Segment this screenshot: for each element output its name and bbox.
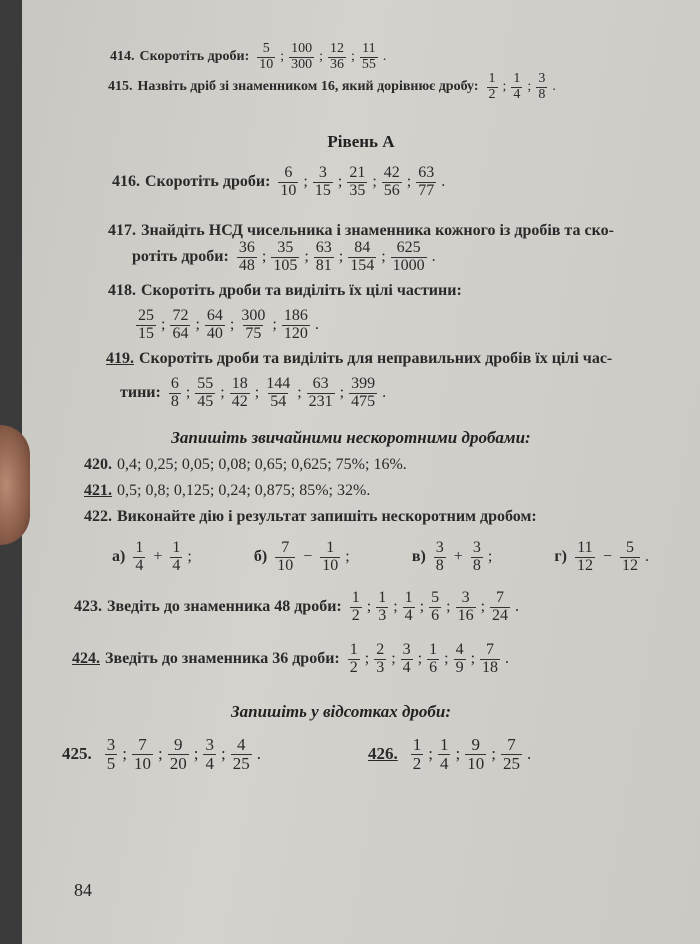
denominator: 3 <box>378 606 387 624</box>
numerator: 7 <box>281 539 290 556</box>
fraction <box>239 308 267 343</box>
section-heading-425: Запишіть у відсотках дроби: <box>230 702 452 721</box>
fraction <box>360 42 378 72</box>
numerator: 63 <box>312 375 329 392</box>
numerator: 186 <box>283 307 308 324</box>
fraction-list <box>348 590 522 625</box>
numerator: 9 <box>471 735 480 754</box>
fraction <box>170 308 190 343</box>
separator: ; <box>185 384 191 402</box>
fraction <box>257 42 275 72</box>
fraction <box>282 308 310 343</box>
separator: ; <box>319 49 324 65</box>
fraction <box>313 165 333 200</box>
fraction <box>411 736 424 773</box>
separator: . <box>382 49 387 65</box>
numerator: 25 <box>138 307 154 324</box>
exercise-421: 421. 0,5; 0,8; 0,125; 0,24; 0,875; 85%; 32%. <box>84 482 371 499</box>
numerator: 1 <box>412 735 422 754</box>
separator: ; <box>351 49 355 65</box>
fraction-list <box>235 240 439 275</box>
fraction <box>429 590 441 625</box>
fraction <box>264 376 292 411</box>
separator: . <box>431 248 436 266</box>
expression-1 <box>112 540 195 575</box>
denominator: 8 <box>538 86 546 102</box>
fraction <box>132 736 153 773</box>
denominator: 8 <box>170 392 179 410</box>
denominator: 4 <box>135 556 144 574</box>
fraction <box>278 165 298 200</box>
fraction <box>348 240 376 275</box>
numerator: 35 <box>277 239 294 256</box>
separator: . <box>505 650 510 668</box>
separator: . <box>314 316 319 334</box>
separator: ; <box>406 173 412 191</box>
separator: ; <box>470 650 476 668</box>
textbook-page <box>22 0 700 944</box>
fraction <box>203 736 216 773</box>
separator: ; <box>303 173 308 191</box>
fraction <box>347 165 367 200</box>
separator: ; <box>366 598 372 616</box>
denominator: 24 <box>492 606 509 624</box>
separator: ; <box>393 598 398 616</box>
numerator: 6 <box>284 164 293 181</box>
separator: ; <box>304 248 309 266</box>
numerator: 3 <box>461 589 470 606</box>
denominator: 231 <box>308 392 333 410</box>
denominator: 10 <box>133 753 151 773</box>
numerator: 42 <box>383 164 400 181</box>
fraction <box>391 240 427 275</box>
separator: ; <box>487 548 493 566</box>
fraction <box>376 590 388 625</box>
exercise-426: 426. $\frac{1}{2}$ ; $\frac{1}{4}$ ; $\frac{9}{10}$ ; $\frac{7}{25}$ . <box>368 736 534 773</box>
fraction <box>490 590 510 625</box>
numerator: 6 <box>170 375 179 392</box>
separator: ; <box>122 744 127 764</box>
fraction <box>320 540 340 575</box>
separator: ; <box>297 384 302 402</box>
fraction <box>416 165 436 200</box>
denominator: 2 <box>351 606 360 624</box>
fraction <box>374 642 386 677</box>
separator: ; <box>187 548 192 566</box>
exercise-422: 422. Виконайте дію і результат запишіть нескоротним дробом: <box>84 508 537 525</box>
numerator: 21 <box>349 164 366 181</box>
expression-4 <box>554 540 652 575</box>
fraction <box>349 376 377 411</box>
exercise-415: 415. Назвіть дріб зі знаменником 16, який дорівнює дробу: $\frac{1}{2}$ ; $\frac{1}{4}$ ; $\frac{3}{8}$ . <box>108 72 559 102</box>
exercise-423: 423. Зведіть до знаменника 48 дроби: $\frac{1}{2}$ ; $\frac{1}{3}$ ; $\frac{1}{4}$ ; $\frac{5}{6}$ ; $\frac{3}{16}$ ; $\frac{7}{24}$ . <box>74 590 522 625</box>
separator: ; <box>381 248 386 266</box>
separator: . <box>441 173 446 191</box>
separator: ; <box>372 173 377 191</box>
numerator: 55 <box>197 375 214 392</box>
separator: ; <box>337 173 343 191</box>
page-number: 84 <box>74 880 92 900</box>
denominator: 55 <box>361 56 376 72</box>
fraction <box>401 642 413 677</box>
denominator: 25 <box>502 753 520 773</box>
fraction-list <box>276 165 448 200</box>
numerator: 5 <box>431 589 440 606</box>
numerator: 100 <box>291 41 313 56</box>
part-label: в) <box>411 548 426 566</box>
fraction <box>454 642 466 677</box>
fraction <box>205 308 225 343</box>
denominator: 64 <box>172 324 189 342</box>
denominator: 10 <box>259 56 274 72</box>
fraction <box>511 72 522 102</box>
fraction <box>471 540 483 575</box>
denominator: 8 <box>472 556 481 574</box>
numerator: 3 <box>538 71 546 86</box>
separator: ; <box>444 650 449 668</box>
denominator: 4 <box>402 658 411 676</box>
part-label: б) <box>253 548 268 566</box>
numerator: 5 <box>625 539 634 556</box>
exercise-414: 414. Скоротіть дроби: $\frac{5}{10}$ ; $\frac{100}{300}$ ; $\frac{12}{36}$ ; $\frac{11}{55}$ . <box>110 42 389 72</box>
exercise-417-cont: ротіть дроби: $\frac{36}{48}$ ; $\frac{35}{105}$ ; $\frac{63}{81}$ ; $\frac{84}{154}$ ; $\frac{625}{1000}$ . <box>132 240 439 275</box>
denominator: 10 <box>277 556 294 574</box>
fraction <box>480 642 500 677</box>
operator: + <box>153 548 163 566</box>
exercise-422-parts <box>112 540 652 575</box>
operator: + <box>453 548 463 566</box>
separator: ; <box>391 650 396 668</box>
denominator: 12 <box>621 556 638 574</box>
fraction <box>231 736 252 773</box>
separator: ; <box>339 384 345 402</box>
separator: ; <box>220 744 226 764</box>
separator: ; <box>193 744 199 764</box>
denominator: 35 <box>349 181 366 199</box>
expression-3 <box>412 540 495 575</box>
fraction <box>169 376 181 411</box>
separator: . <box>644 548 649 566</box>
denominator: 12 <box>576 556 593 574</box>
separator: . <box>382 384 387 402</box>
numerator: 625 <box>396 239 421 256</box>
expression-2 <box>254 540 353 575</box>
denominator: 45 <box>197 392 214 410</box>
numerator: 36 <box>238 239 255 256</box>
fraction <box>271 240 299 275</box>
exercise-417: 417. Знайдіть НСД чисельника і знаменника кожного із дробів та ско- <box>108 222 614 239</box>
fraction <box>501 736 522 773</box>
fraction <box>620 540 640 575</box>
separator: ; <box>364 650 370 668</box>
numerator: 3 <box>106 735 116 754</box>
numerator: 7 <box>496 589 505 606</box>
denominator: 9 <box>455 658 464 676</box>
separator: ; <box>446 598 451 616</box>
denominator: 8 <box>435 556 444 574</box>
numerator: 1 <box>172 539 181 556</box>
numerator: 144 <box>266 375 291 392</box>
fraction <box>427 642 439 677</box>
denominator: 4 <box>513 86 521 102</box>
numerator: 300 <box>241 307 266 324</box>
numerator: 63 <box>418 164 435 181</box>
denominator: 5 <box>106 753 116 773</box>
fraction <box>382 165 402 200</box>
denominator: 3 <box>376 658 385 676</box>
separator: ; <box>428 744 433 764</box>
separator: ; <box>161 316 166 334</box>
numerator: 7 <box>486 641 495 658</box>
denominator: 56 <box>383 181 400 199</box>
numerator: 1 <box>349 641 358 658</box>
separator: . <box>526 744 532 764</box>
exercise-420: 420. 0,4; 0,25; 0,05; 0,08; 0,65; 0,625; 75%; 16%. <box>84 456 407 473</box>
denominator: 15 <box>138 324 154 342</box>
fraction <box>536 72 547 102</box>
separator: ; <box>527 79 532 95</box>
separator: ; <box>195 316 200 334</box>
separator: ; <box>502 79 507 95</box>
fraction <box>314 240 334 275</box>
fraction <box>105 736 118 773</box>
numerator: 1 <box>351 589 360 606</box>
numerator: 3 <box>205 735 214 754</box>
fraction <box>438 736 451 773</box>
denominator: 54 <box>270 392 287 410</box>
denominator: 475 <box>351 392 376 410</box>
numerator: 7 <box>507 735 516 754</box>
numerator: 11 <box>577 539 593 556</box>
fraction <box>575 540 595 575</box>
numerator: 12 <box>330 41 345 56</box>
fraction-list <box>255 42 389 72</box>
separator: ; <box>254 384 260 402</box>
numerator: 3 <box>472 539 481 556</box>
separator: ; <box>229 316 235 334</box>
exercise-416: 416. Скоротіть дроби: $\frac{6}{10}$ ; $\frac{3}{15}$ ; $\frac{21}{35}$ ; $\frac{42}{56}$ ; $\frac{63}{77}$ . <box>112 165 448 200</box>
separator: ; <box>280 49 285 65</box>
denominator: 10 <box>280 181 297 199</box>
fraction-list <box>485 72 559 102</box>
fraction <box>168 736 189 773</box>
numerator: 3 <box>402 641 411 658</box>
denominator: 2 <box>412 753 422 773</box>
separator: . <box>256 744 261 764</box>
numerator: 84 <box>354 239 371 256</box>
denominator: 48 <box>238 256 255 274</box>
exercise-419-cont: тини: $\frac{6}{8}$ ; $\frac{55}{45}$ ; $\frac{18}{42}$ ; $\frac{144}{54}$ ; $\frac{63}{231}$ ; $\frac{399}{475}$ . <box>120 376 389 411</box>
denominator: 4 <box>205 753 214 773</box>
denominator: 6 <box>429 658 438 676</box>
numerator: 7 <box>138 735 147 754</box>
numerator: 1 <box>488 71 496 86</box>
numerator: 18 <box>231 375 248 392</box>
fraction <box>465 736 486 773</box>
operator: − <box>602 548 612 566</box>
denominator: 15 <box>314 181 331 199</box>
separator: ; <box>220 384 225 402</box>
fraction <box>307 376 335 411</box>
denominator: 120 <box>283 324 308 342</box>
denominator: 2 <box>349 658 358 676</box>
separator: ; <box>491 744 496 764</box>
operator: − <box>303 548 313 566</box>
numerator: 72 <box>172 307 189 324</box>
denominator: 75 <box>245 324 262 342</box>
separator: ; <box>261 248 267 266</box>
exercise-419: 419. Скоротіть дроби та виділіть для неправильних дробів їх цілі час- <box>106 350 613 367</box>
numerator: 1 <box>429 641 438 658</box>
fraction-list <box>346 642 512 677</box>
denominator: 1000 <box>392 256 425 274</box>
separator: ; <box>338 248 344 266</box>
fraction <box>434 540 446 575</box>
numerator: 1 <box>326 539 335 556</box>
denominator: 77 <box>418 181 435 199</box>
exercise-418: 418. Скоротіть дроби та виділіть їх цілі частини: <box>108 282 462 299</box>
denominator: 10 <box>322 556 339 574</box>
denominator: 81 <box>315 256 332 274</box>
fraction <box>230 376 250 411</box>
numerator: 1 <box>513 71 521 86</box>
exercise-418-fracs <box>128 308 322 343</box>
part-label: а) <box>112 548 126 566</box>
separator: . <box>552 79 556 95</box>
fraction-list <box>409 736 534 773</box>
fraction <box>350 590 362 625</box>
fraction <box>289 42 314 72</box>
numerator: 1 <box>378 589 387 606</box>
numerator: 63 <box>315 239 332 256</box>
fraction <box>275 540 295 575</box>
fraction <box>136 308 156 343</box>
numerator: 3 <box>318 164 327 181</box>
fraction <box>348 642 360 677</box>
denominator: 25 <box>232 753 250 773</box>
part-label: г) <box>554 548 567 566</box>
fraction-list <box>134 308 322 343</box>
numerator: 4 <box>236 735 246 754</box>
denominator: 105 <box>273 256 298 274</box>
numerator: 11 <box>362 41 376 56</box>
numerator: 1 <box>135 539 144 556</box>
denominator: 154 <box>350 256 375 274</box>
denominator: 4 <box>172 556 181 574</box>
denominator: 300 <box>291 56 313 72</box>
denominator: 18 <box>482 658 499 676</box>
level-heading: Рівень А <box>327 132 395 151</box>
separator: ; <box>417 650 423 668</box>
exercise-425: 425. $\frac{3}{5}$ ; $\frac{7}{10}$ ; $\frac{9}{20}$ ; $\frac{3}{4}$ ; $\frac{4}{25}$ . <box>62 736 264 773</box>
separator: ; <box>419 598 425 616</box>
numerator: 3 <box>435 539 444 556</box>
separator: ; <box>480 598 486 616</box>
separator: . <box>515 598 520 616</box>
fraction <box>403 590 415 625</box>
denominator: 40 <box>206 324 223 342</box>
denominator: 2 <box>488 86 496 102</box>
denominator: 4 <box>439 753 449 773</box>
denominator: 10 <box>467 753 485 773</box>
fraction <box>456 590 476 625</box>
separator: ; <box>157 744 163 764</box>
fraction <box>328 42 346 72</box>
numerator: 1 <box>404 589 413 606</box>
denominator: 20 <box>169 753 187 773</box>
fraction <box>195 376 215 411</box>
exercise-424: 424. Зведіть до знаменника 36 дроби: $\frac{1}{2}$ ; $\frac{2}{3}$ ; $\frac{3}{4}$ ; $\frac{1}{6}$ ; $\frac{4}{9}$ ; $\frac{7}{18}$ . <box>72 642 512 677</box>
fraction <box>237 240 257 275</box>
numerator: 2 <box>376 641 385 658</box>
numerator: 9 <box>173 735 183 754</box>
fraction <box>487 72 498 102</box>
numerator: 1 <box>439 735 449 754</box>
finger-photo-edge <box>0 425 30 545</box>
numerator: 5 <box>262 41 270 56</box>
fraction-list <box>167 376 389 411</box>
denominator: 42 <box>231 392 248 410</box>
denominator: 6 <box>431 606 440 624</box>
fraction-list <box>103 736 264 773</box>
denominator: 4 <box>404 606 413 624</box>
numerator: 4 <box>455 641 464 658</box>
denominator: 36 <box>330 56 345 72</box>
fraction <box>133 540 145 575</box>
section-heading-420: Запишіть звичайними нескоротними дробами: <box>171 428 531 447</box>
numerator: 399 <box>351 375 376 392</box>
separator: ; <box>455 744 461 764</box>
fraction <box>170 540 182 575</box>
denominator: 16 <box>457 606 474 624</box>
separator: ; <box>345 548 350 566</box>
separator: ; <box>272 316 277 334</box>
numerator: 64 <box>206 307 223 324</box>
